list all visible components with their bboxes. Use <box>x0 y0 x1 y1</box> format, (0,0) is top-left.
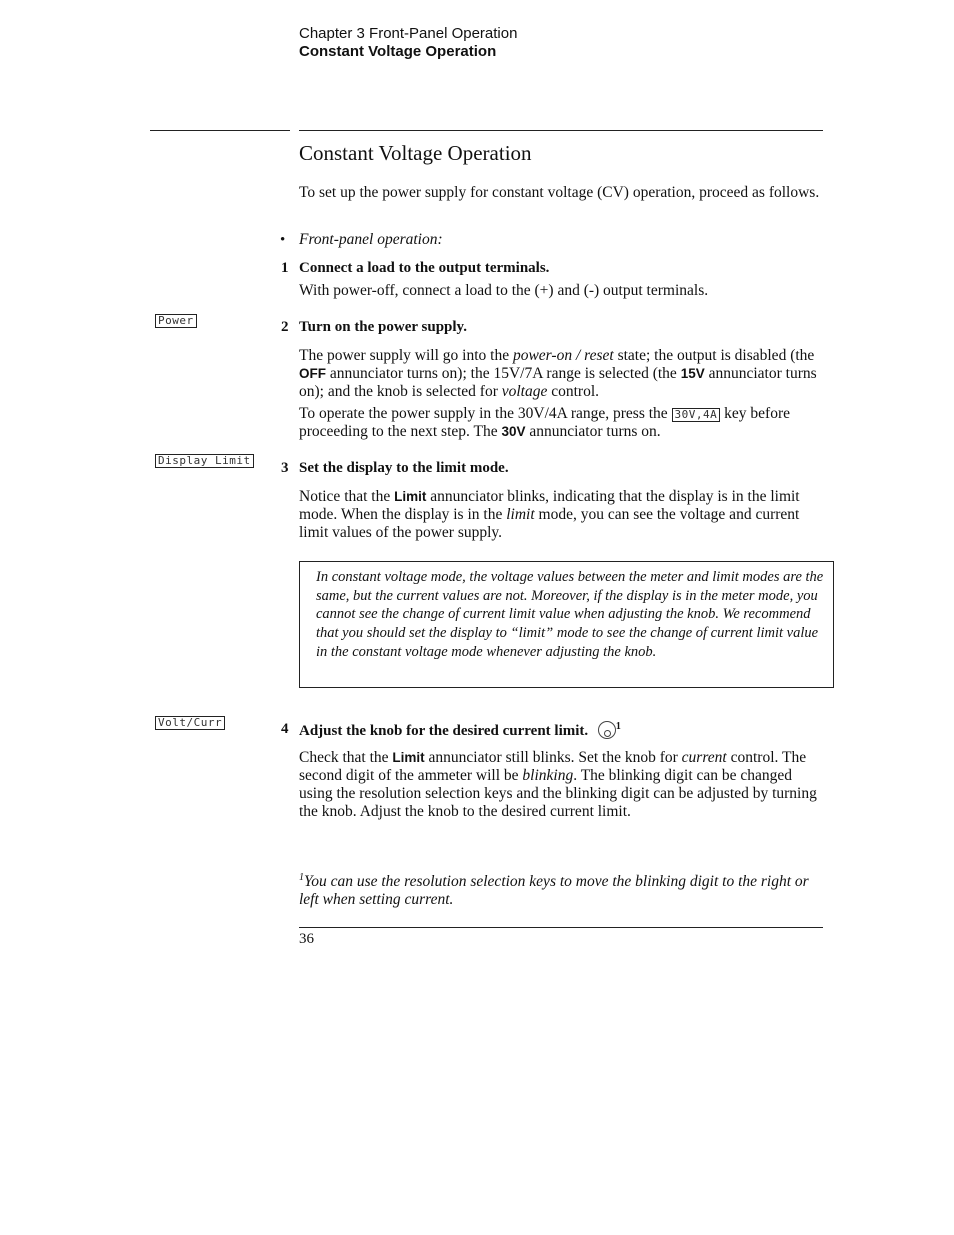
text-run: annunciator turns on. <box>529 423 661 440</box>
text-run: The power supply will go into the <box>299 347 510 364</box>
power-key <box>155 309 197 328</box>
step-3-heading: Set the display to the limit mode. <box>299 460 509 476</box>
text-run: Check that the <box>299 749 389 766</box>
step-3-paragraph <box>299 488 823 542</box>
text-run: mode, you can see the voltage and current limit values of the power supply. <box>299 506 800 541</box>
page-number: 36 <box>299 931 314 947</box>
step-2-heading: Turn on the power supply. <box>299 319 467 335</box>
step-4-heading-text: Adjust the knob for the desired current limit. <box>299 723 589 739</box>
footnote <box>299 869 823 909</box>
display-limit-key <box>155 449 254 468</box>
step-2-paragraph-2 <box>299 405 823 441</box>
step-4-number: 4 <box>281 721 289 737</box>
footer-rule <box>299 927 823 928</box>
step-1-text: With power-off, connect a load to the (+) and (-) output terminals. <box>299 282 709 299</box>
off-annunciator: OFF <box>299 366 326 381</box>
step-3-number: 3 <box>281 460 289 476</box>
text-run: control. <box>551 383 600 400</box>
volt-curr-key-label: Volt/Curr <box>155 716 225 730</box>
note-box: In constant voltage mode, the voltage values between the meter and limit modes are the same, but the current values are not. Moreover, if the display is in the meter mode, you cannot see the change of current limit value when adjusting the knob. We recommend that you should set the display to “limit” mode to see the change of current limit value in the constant voltage mode whenever adjusting the knob. <box>299 561 834 688</box>
text-run: Notice that the <box>299 488 391 505</box>
text-run: control. The second digit of the ammeter will be <box>299 749 807 784</box>
chapter-header: Chapter 3 Front-Panel Operation <box>299 25 518 42</box>
text-run: annunciator still blinks. Set the knob for <box>428 749 678 766</box>
page-title: Constant Voltage Operation <box>299 141 532 165</box>
step-1-number: 1 <box>281 260 289 276</box>
section-rule <box>299 130 823 131</box>
bullet-marker: • <box>280 232 286 248</box>
section-header: Constant Voltage Operation <box>299 43 497 60</box>
footnote-mark: 1 <box>299 872 304 883</box>
intro-paragraph: To set up the power supply for constant voltage (CV) operation, proceed as follows. <box>299 184 820 201</box>
limit-annunciator: Limit <box>394 489 427 504</box>
footnote-reference: 1 <box>615 721 621 732</box>
step-4-paragraph <box>299 749 823 821</box>
15v-annunciator: 15V <box>680 366 705 381</box>
text-run: annunciator blinks, indicating that the display is in the limit mode. When the display is in the <box>299 488 800 523</box>
30v-annunciator: 30V <box>501 424 526 439</box>
text-run: annunciator turns on); the 15V/7A range is selected (the <box>329 365 677 382</box>
text-run: annunciator turns on); and the knob is selected for <box>299 365 817 400</box>
text-run: key before proceeding to the next step. The <box>299 405 791 440</box>
volt-curr-key <box>155 711 225 730</box>
voltage-term: voltage <box>501 383 548 400</box>
footnote-text: You can use the resolution selection keys to move the blinking digit to the right or left when setting current. <box>299 873 809 909</box>
text-run: To operate the power supply in the 30V/4A range, press the <box>299 405 668 422</box>
30v-4a-key: 30V,4A <box>672 408 721 422</box>
text-run: state; the output is disabled (the <box>617 347 815 364</box>
knob-icon <box>598 721 616 739</box>
display-limit-key-label: Display Limit <box>155 454 254 468</box>
blinking-term: blinking <box>522 767 574 784</box>
power-on-reset-term: power-on / reset <box>512 347 614 364</box>
limit-annunciator: Limit <box>392 750 425 765</box>
current-term: current <box>681 749 727 766</box>
step-4-heading <box>299 721 621 740</box>
step-2-number: 2 <box>281 319 289 335</box>
limit-term: limit <box>506 506 535 523</box>
margin-rule <box>150 130 290 131</box>
step-1-heading: Connect a load to the output terminals. <box>299 260 550 276</box>
text-run: . The blinking digit can be changed using the resolution selection keys and the blinking digit can be adjusted by turning the knob. Adjust the knob to the desired current limit. <box>299 767 817 820</box>
bullet-text: Front-panel operation: <box>299 231 443 248</box>
step-2-paragraph-1 <box>299 347 823 401</box>
power-key-label: Power <box>155 314 197 328</box>
